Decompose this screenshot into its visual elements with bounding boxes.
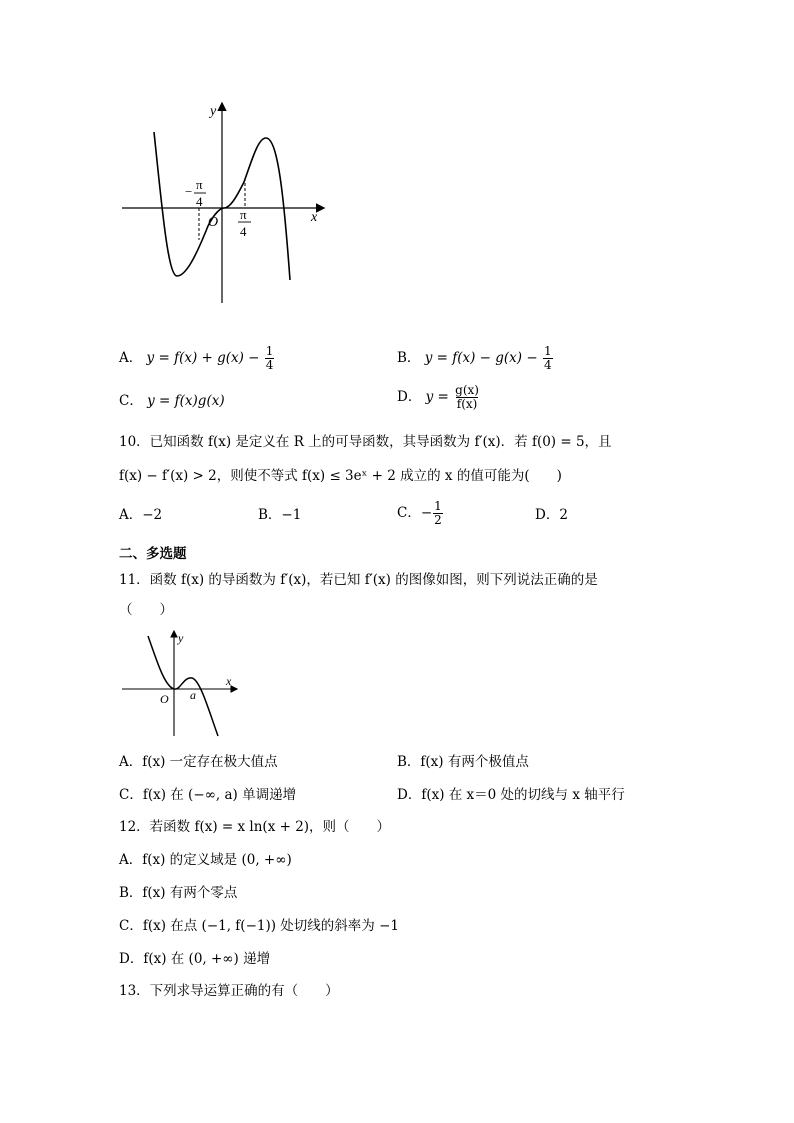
x-axis-label: x [311, 210, 318, 225]
q11-option-c: C．f(x) 在 (−∞, a) 单调递增 [119, 787, 297, 803]
q9-c-letter: C． [119, 393, 143, 409]
q9-d-fraction: $\frac{g(x)}{f(x)}$ [455, 383, 479, 411]
q10-option-a: A．−2 [119, 507, 163, 523]
q13-stem: 13．下列求导运算正确的有（ ） [119, 983, 339, 999]
q9-b-expr: y = f(x) − g(x) − [424, 350, 542, 366]
q11-option-a: A．f(x) 一定存在极大值点 [119, 754, 278, 770]
q9-b-letter: B． [397, 350, 421, 366]
q9-b-fraction: $\frac{1}{4}$ [543, 344, 552, 372]
q12-stem: 12．若函数 f(x) = x ln(x + 2)，则（ ） [119, 819, 391, 835]
q9-d-letter: D． [397, 389, 422, 405]
q11-option-b: B．f(x) 有两个极值点 [397, 754, 529, 770]
q9-option-b [397, 345, 554, 372]
q12-option-b: B．f(x) 有两个零点 [119, 885, 238, 901]
origin-label: O [208, 215, 219, 230]
q10-c-fraction: $\frac{1}{2}$ [434, 499, 442, 527]
pos-tick-4: 4 [240, 224, 247, 239]
q9-a-expr: y = f(x) + g(x) − [146, 350, 264, 366]
q11-stem-line1: 11．函数 f(x) 的导函数为 f′(x)，若已知 f′(x) 的图像如图，则下列说法正确的是 [119, 572, 598, 588]
derivative-graph [118, 628, 242, 740]
point-a-label: a [190, 688, 196, 702]
pos-tick-pi: π [240, 207, 247, 222]
q9-a-fraction: $\frac{1}{4}$ [265, 344, 274, 372]
q12-option-c: C．f(x) 在点 (−1, f(−1)) 处切线的斜率为 −1 [119, 918, 399, 934]
neg-tick-4: 4 [196, 194, 203, 209]
q9-option-a [119, 345, 275, 372]
function-graph-1 [118, 98, 330, 308]
q12-option-d: D．f(x) 在 (0, +∞) 递增 [119, 951, 271, 967]
q10-stem-line2: f(x) − f′(x) > 2，则使不等式 f(x) ≤ 3eˣ + 2 成立的 x 的值可能为( ) [119, 468, 562, 484]
y-axis-label-2: y [178, 631, 184, 645]
neg-sign: − [185, 184, 193, 199]
q10-option-b: B．−1 [258, 507, 302, 523]
q9-d-expr: y = [425, 389, 454, 405]
q12-option-a: A．f(x) 的定义域是 (0, +∞) [119, 852, 292, 868]
q10-c-letter: C．− [397, 505, 433, 521]
derivative-curve [148, 636, 218, 736]
origin-label-2: O [160, 692, 169, 706]
neg-tick-pi: π [196, 177, 203, 192]
q10-stem-line1: 10．已知函数 f(x) 是定义在 R 上的可导函数，其导函数为 f′(x)．若 f(0) = 5，且 [119, 434, 612, 450]
section-heading: 二、多选题 [119, 546, 187, 562]
q11-stem-line2: （ ） [119, 602, 173, 618]
x-axis-label-2: x [226, 674, 232, 688]
q9-c-expr: y = f(x)g(x) [147, 393, 225, 409]
q9-option-d [397, 384, 481, 411]
q9-option-c [119, 392, 225, 410]
q10-option-d: D．2 [535, 507, 568, 523]
q11-option-d: D．f(x) 在 x＝0 处的切线与 x 轴平行 [397, 787, 625, 803]
q9-a-letter: A． [119, 350, 143, 366]
y-axis-label: y [210, 104, 217, 119]
q10-option-c [397, 500, 444, 527]
